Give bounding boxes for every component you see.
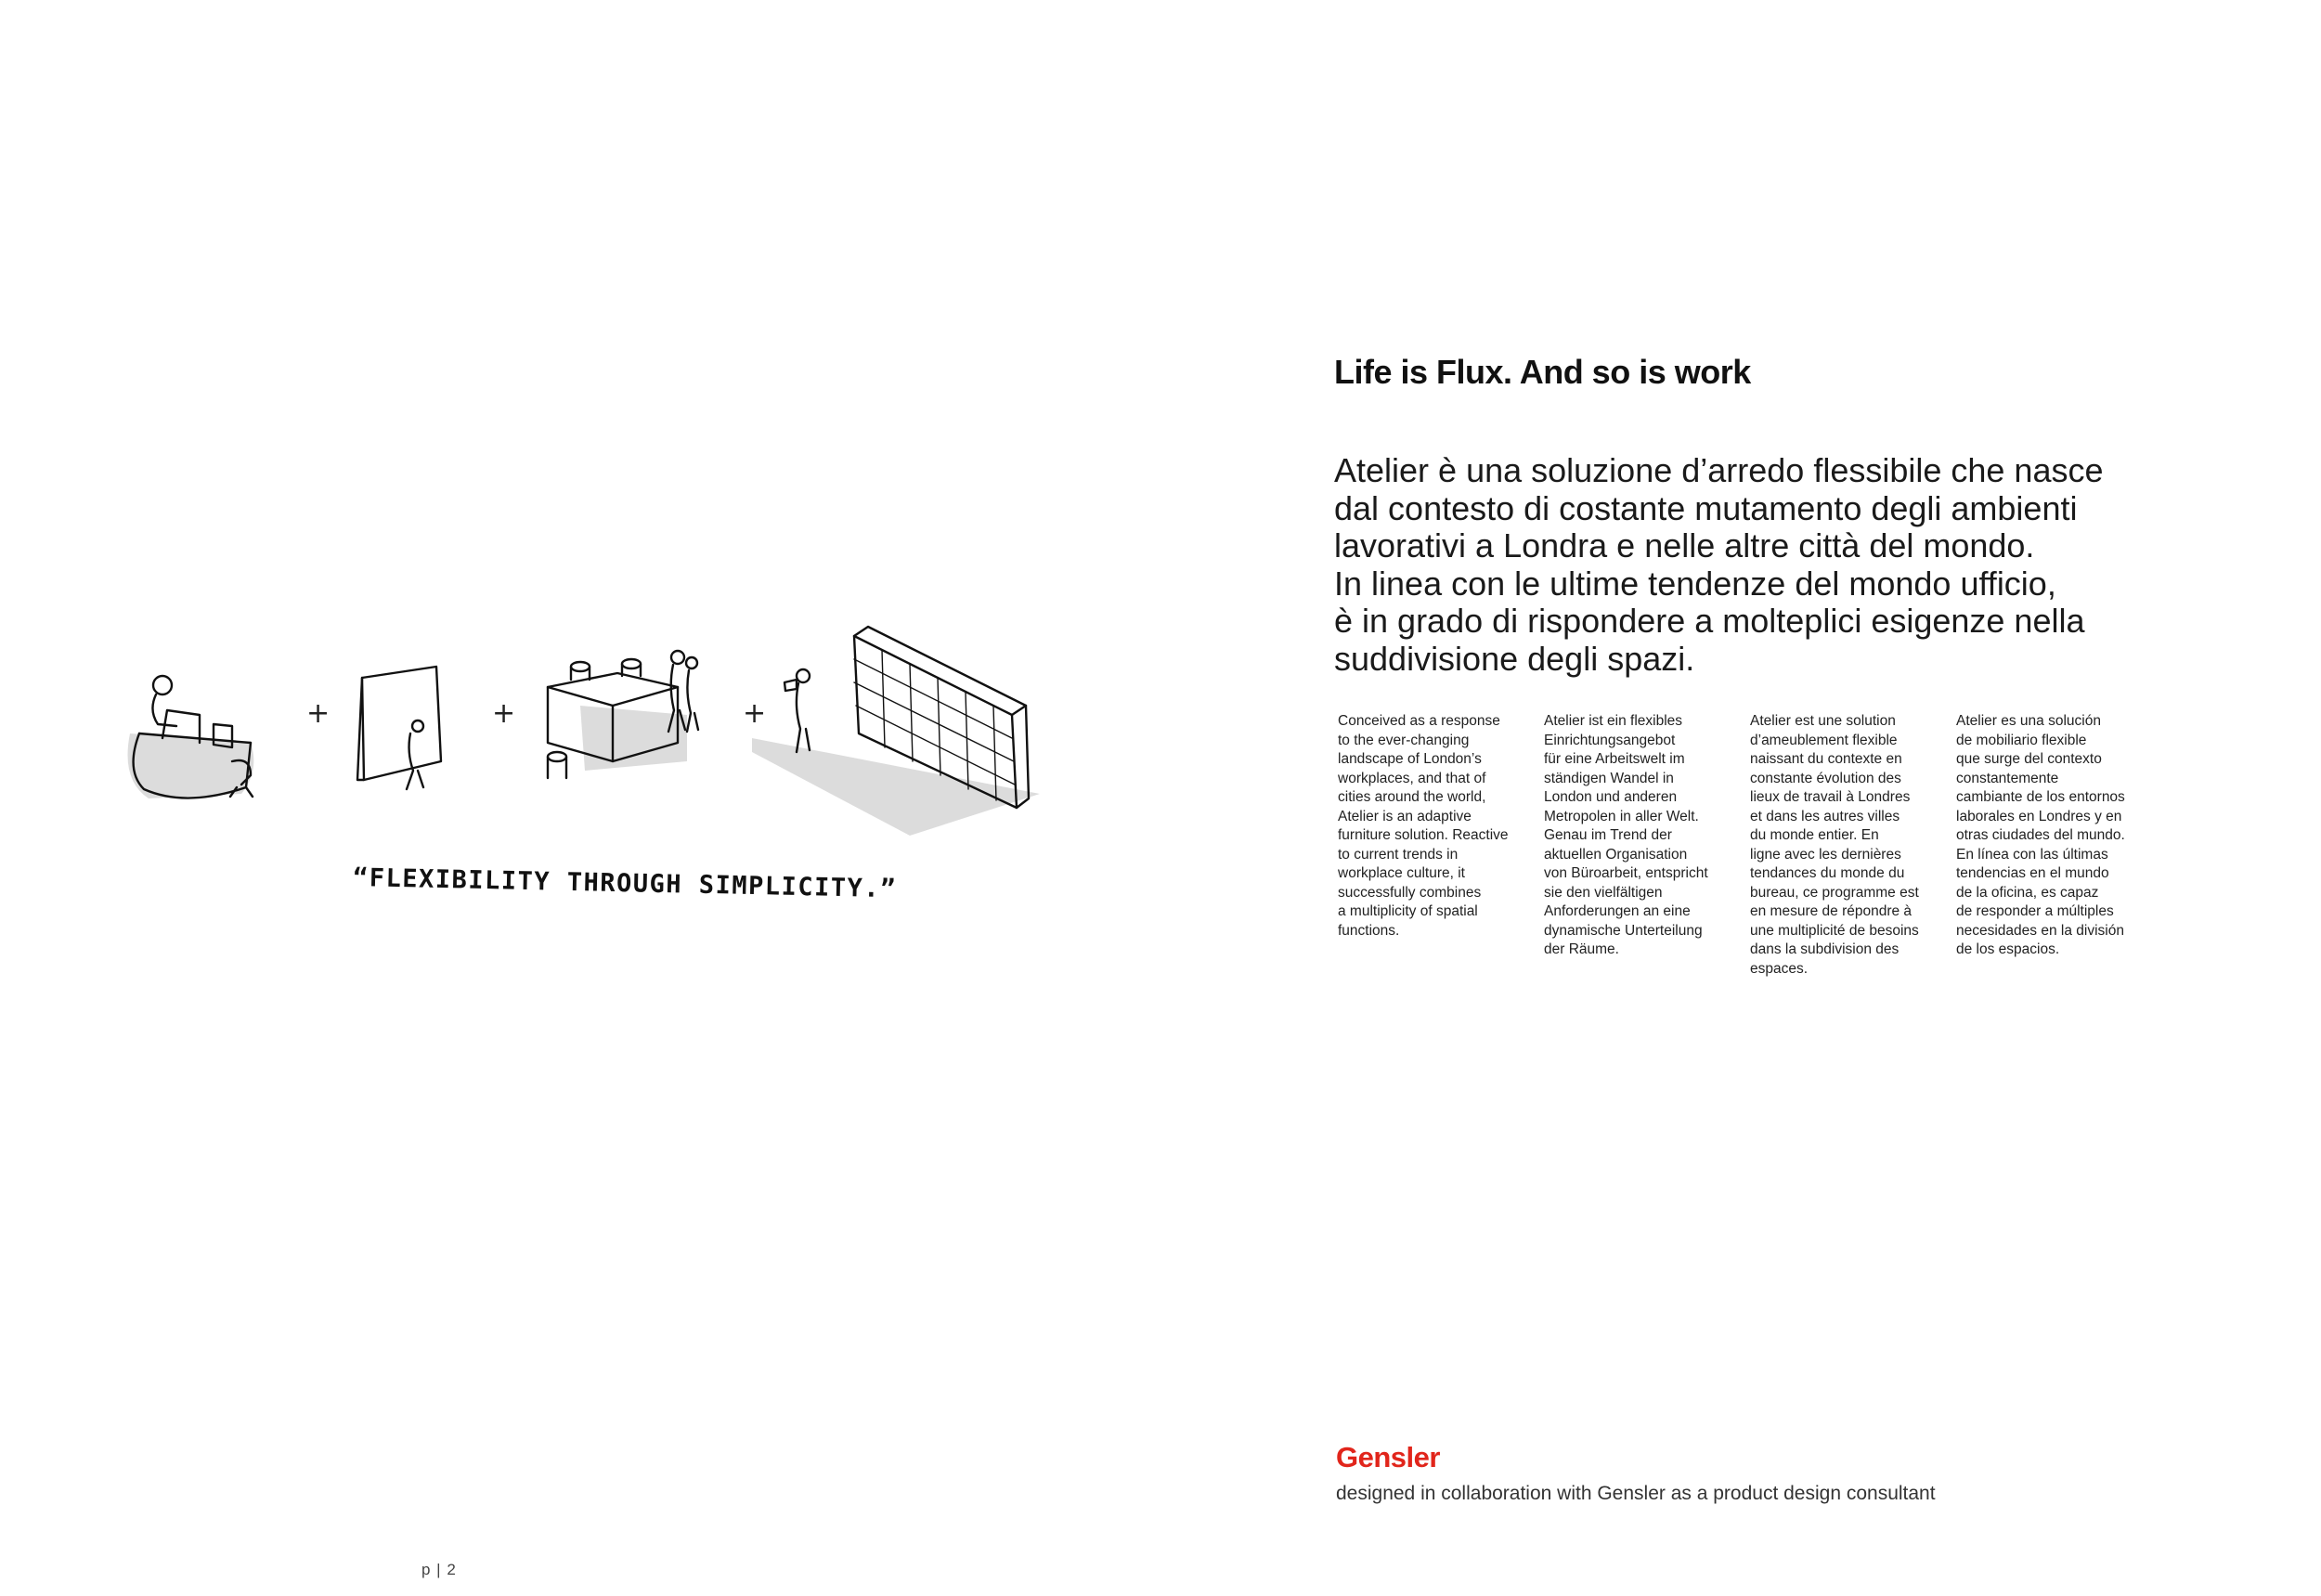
- column-line: von Büroarbeit, entspricht: [1544, 865, 1708, 881]
- column-line: Atelier est une solution: [1750, 713, 1896, 729]
- column-line: otras ciudades del mundo.: [1956, 827, 2125, 843]
- column-line: a multiplicity of spatial: [1338, 903, 1478, 919]
- intro-line: dal contesto di costante mutamento degli ambienti: [1334, 488, 2078, 527]
- column-line: de los espacios.: [1956, 941, 2060, 957]
- column-line: to current trends in: [1338, 846, 1459, 863]
- intro-line: è in grado di rispondere a molteplici esigenze nella: [1334, 602, 2085, 640]
- column-line: de mobiliario flexible: [1956, 732, 2087, 748]
- sketch-partition-screen: [357, 667, 441, 789]
- column-english: [1338, 712, 1528, 941]
- intro-paragraph: [1334, 452, 2216, 678]
- column-line: et dans les autres villes: [1750, 808, 1900, 824]
- column-german: [1544, 712, 1734, 960]
- column-line: lieux de travail à Londres: [1750, 789, 1911, 805]
- sketch-meeting-table: [548, 651, 698, 778]
- headline: Life is Flux. And so is work: [1334, 353, 1751, 391]
- column-line: laborales en Londres y en: [1956, 808, 2122, 824]
- column-line: de la oficina, es capaz: [1956, 884, 2099, 901]
- column-line: Conceived as a response: [1338, 713, 1500, 729]
- column-line: du monde entier. En: [1750, 827, 1879, 843]
- column-line: Metropolen in aller Welt.: [1544, 808, 1699, 824]
- column-line: ständigen Wandel in: [1544, 770, 1674, 786]
- column-line: für eine Arbeitswelt im: [1544, 751, 1685, 767]
- column-line: bureau, ce programme est: [1750, 884, 1919, 901]
- plus-sign: +: [492, 697, 516, 730]
- intro-line: suddivisione degli spazi.: [1334, 639, 1695, 678]
- sketch-shelving-unit: [752, 627, 1040, 836]
- intro-line: In linea con le ultime tendenze del mondo ufficio,: [1334, 564, 2056, 603]
- column-line: Atelier es una solución: [1956, 713, 2101, 729]
- column-line: functions.: [1338, 922, 1400, 939]
- column-line: Genau im Trend der: [1544, 827, 1672, 843]
- column-line: tendencias en el mundo: [1956, 865, 2109, 881]
- plus-sign: +: [306, 697, 331, 730]
- column-line: en mesure de répondre à: [1750, 903, 1913, 919]
- plus-sign: +: [743, 697, 767, 730]
- column-line: espaces.: [1750, 960, 1809, 977]
- column-line: Atelier is an adaptive: [1338, 808, 1472, 824]
- column-line: furniture solution. Reactive: [1338, 827, 1509, 843]
- column-line: der Räume.: [1544, 941, 1619, 957]
- gensler-logo: Gensler: [1336, 1441, 1440, 1473]
- column-spanish: [1956, 712, 2146, 960]
- column-line: sie den vielfältigen: [1544, 884, 1663, 901]
- column-line: de responder a múltiples: [1956, 903, 2114, 919]
- column-line: aktuellen Organisation: [1544, 846, 1688, 863]
- column-line: London und anderen: [1544, 789, 1678, 805]
- column-line: Anforderungen an eine: [1544, 903, 1691, 919]
- column-line: ligne avec les dernières: [1750, 846, 1901, 863]
- column-line: landscape of London’s: [1338, 751, 1482, 767]
- column-line: constantemente: [1956, 770, 2059, 786]
- column-line: Atelier ist ein flexibles: [1544, 713, 1683, 729]
- column-line: cities around the world,: [1338, 789, 1486, 805]
- column-line: dynamische Unterteilung: [1544, 922, 1703, 939]
- intro-line: lavorativi a Londra e nelle altre città del mondo.: [1334, 526, 2035, 564]
- column-line: necesidades en la división: [1956, 922, 2124, 939]
- column-line: cambiante de los entornos: [1956, 789, 2125, 805]
- column-line: naissant du contexte en: [1750, 751, 1902, 767]
- sketch-desk-person: [128, 676, 254, 798]
- column-line: une multiplicité de besoins: [1750, 922, 1919, 939]
- page-number: p | 2: [421, 1561, 457, 1578]
- column-line: successfully combines: [1338, 884, 1482, 901]
- column-line: to the ever-changing: [1338, 732, 1470, 748]
- intro-line: Atelier è una soluzione d’arredo flessibile che nasce: [1334, 451, 2104, 489]
- column-line: d’ameublement flexible: [1750, 732, 1898, 748]
- column-line: workplaces, and that of: [1338, 770, 1486, 786]
- column-line: En línea con las últimas: [1956, 846, 2108, 863]
- handwritten-caption: “FLEXIBILITY THROUGH SIMPLICITY.”: [352, 863, 898, 904]
- column-line: que surge del contexto: [1956, 751, 2102, 767]
- column-line: workplace culture, it: [1338, 865, 1465, 881]
- column-line: constante évolution des: [1750, 770, 1901, 786]
- column-line: Einrichtungsangebot: [1544, 732, 1676, 748]
- column-line: tendances du monde du: [1750, 865, 1905, 881]
- column-french: [1750, 712, 1940, 979]
- collaboration-credit: designed in collaboration with Gensler as a product design consultant: [1336, 1483, 1936, 1504]
- column-line: dans la subdivision des: [1750, 941, 1900, 957]
